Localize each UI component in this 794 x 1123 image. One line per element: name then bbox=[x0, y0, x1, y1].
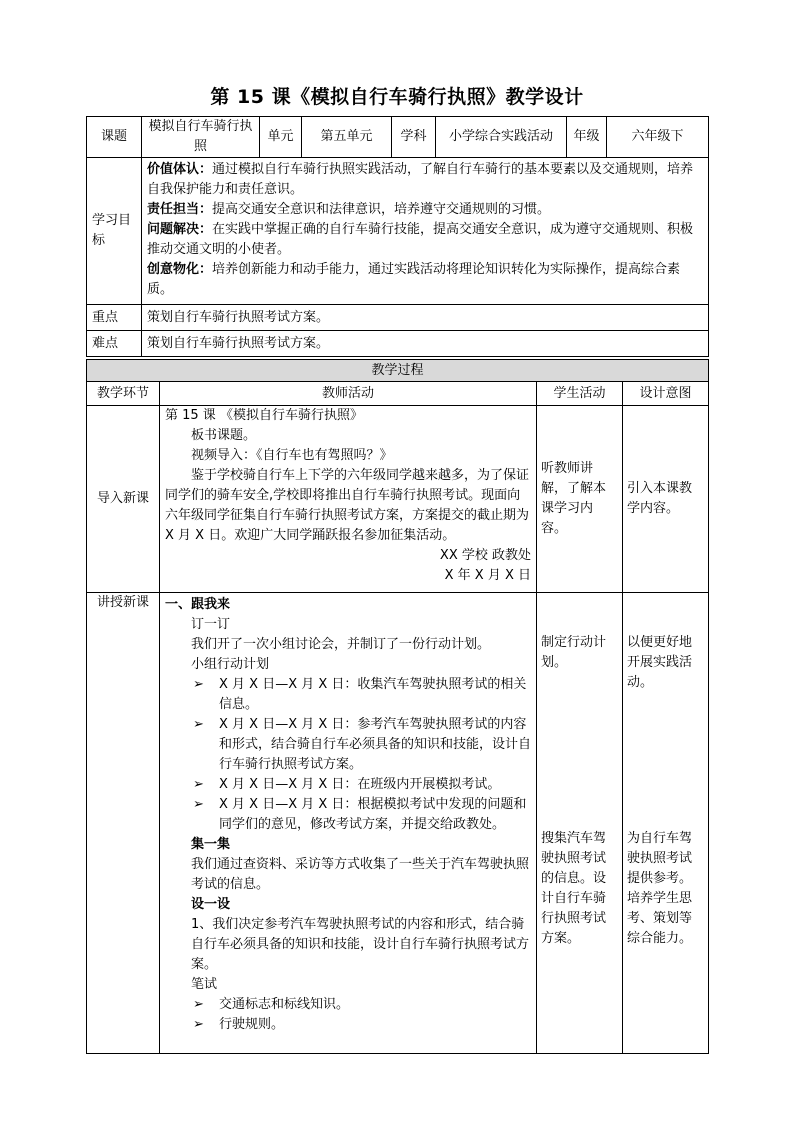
subject-label: 学科 bbox=[392, 117, 436, 158]
key-point-text: 策划自行车骑行执照考试方案。 bbox=[142, 305, 709, 331]
plan-item: ➢ X 月 X 日—X 月 X 日：在班级内开展模拟考试。 bbox=[193, 777, 501, 792]
intro-student-activity: 听教师讲解，了解本课学习内容。 bbox=[537, 406, 623, 593]
new-lesson-student-activity bbox=[537, 593, 623, 1054]
grade-value: 六年级下 bbox=[607, 117, 709, 158]
page-title: 第 15 课《模拟自行车骑行执照》教学设计 bbox=[210, 86, 584, 108]
sub-text: 1、我们决定参考汽车驾驶执照考试的内容和形式，结合骑自行车必须具备的知识和技能，设计自行车骑行执照考试方案。 bbox=[191, 917, 530, 972]
written-item: ➢ 行驶规则。 bbox=[193, 1017, 285, 1032]
board-line: 板书课题。 bbox=[191, 428, 257, 443]
intro-teacher-activity bbox=[160, 406, 537, 593]
objectives-label: 学习目标 bbox=[87, 158, 142, 305]
col-intent: 设计意图 bbox=[623, 382, 709, 406]
objective-item: 创意物化：培养创新能力和动手能力，通过实践活动将理论知识转化为实际操作，提高综合素质。 bbox=[147, 262, 681, 297]
grade-label: 年级 bbox=[567, 117, 607, 158]
col-student: 学生活动 bbox=[537, 382, 623, 406]
objective-item: 问题解决：在实践中掌握正确的自行车骑行技能，提高交通安全意识，成为遵守交通规则、积极推动交通文明的小使者。 bbox=[147, 222, 694, 257]
notice-signer: XX 学校 政教处 bbox=[439, 548, 531, 563]
student-activity-2: 搜集汽车驾驶执照考试的信息。设计自行车骑行执照考试方案。 bbox=[541, 831, 607, 946]
sub-heading: 设一设 bbox=[191, 897, 231, 912]
intent-2: 为自行车驾驶执照考试提供参考。培养学生思考、策划等综合能力。 bbox=[627, 831, 693, 946]
notice-text: 鉴于学校骑自行车上下学的六年级同学越来越多，为了保证同学们的骑车安全,学校即将推出自行车骑行执照考试。现面向六年级同学征集自行车骑行执照考试方案，方案提交的截止期为 X 月 X 日。欢迎广大同学踊跃报名参加征集活动。 bbox=[165, 468, 530, 543]
written-title: 笔试 bbox=[191, 977, 218, 992]
intro-stage: 导入新课 bbox=[87, 406, 160, 593]
difficult-point-text: 策划自行车骑行执照考试方案。 bbox=[142, 331, 709, 357]
objectives-content bbox=[142, 158, 709, 305]
objective-item: 责任担当：提高交通安全意识和法律意识，培养遵守交通规则的习惯。 bbox=[147, 202, 551, 217]
sub-text: 我们通过查资料、采访等方式收集了一些关于汽车驾驶执照考试的信息。 bbox=[191, 857, 530, 892]
plan-item: ➢ X 月 X 日—X 月 X 日：参考汽车驾驶执照考试的内容和形式，结合骑自行车必须具备的知识和技能，设计自行车骑行执照考试方案。 bbox=[193, 717, 532, 772]
section-heading: 一、跟我来 bbox=[165, 597, 231, 612]
plan-item: ➢ X 月 X 日—X 月 X 日：根据模拟考试中发现的问题和同学们的意见，修改考试方案，并提交给政教处。 bbox=[193, 797, 527, 832]
plan-item: ➢ X 月 X 日—X 月 X 日：收集汽车驾驶执照考试的相关信息。 bbox=[193, 677, 527, 712]
col-teacher: 教师活动 bbox=[160, 382, 537, 406]
topic-label: 课题 bbox=[87, 117, 142, 158]
plan-title: 小组行动计划 bbox=[191, 657, 270, 672]
topic-value: 模拟自行车骑行执照 bbox=[142, 117, 260, 158]
notice-date: X 年 X 月 X 日 bbox=[444, 568, 531, 583]
new-lesson-intent bbox=[623, 593, 709, 1054]
student-activity-1: 制定行动计划。 bbox=[541, 635, 607, 670]
sub-heading: 订一订 bbox=[191, 617, 231, 632]
new-lesson-teacher-activity bbox=[160, 593, 537, 1054]
process-header: 教学过程 bbox=[87, 360, 709, 382]
sub-heading: 集一集 bbox=[191, 837, 231, 852]
written-item: ➢ 交通标志和标线知识。 bbox=[193, 997, 350, 1012]
teaching-process-table bbox=[86, 359, 709, 1054]
intro-intent: 引入本课教学内容。 bbox=[623, 406, 709, 593]
col-stage: 教学环节 bbox=[87, 382, 160, 406]
unit-value: 第五单元 bbox=[302, 117, 392, 158]
new-lesson-stage: 讲授新课 bbox=[87, 593, 160, 1054]
subject-value: 小学综合实践活动 bbox=[436, 117, 567, 158]
intent-1: 以便更好地开展实践活动。 bbox=[627, 635, 693, 690]
key-point-label: 重点 bbox=[87, 305, 142, 331]
lesson-line: 第 15 课 《模拟自行车骑行执照》 bbox=[165, 408, 363, 423]
sub-text: 我们开了一次小组讨论会，并制订了一份行动计划。 bbox=[191, 637, 491, 652]
unit-label: 单元 bbox=[260, 117, 302, 158]
video-line: 视频导入：《自行车也有驾照吗？》 bbox=[191, 448, 393, 463]
objective-item: 价值体认：通过模拟自行车骑行执照实践活动，了解自行车骑行的基本要素以及交通规则，培养自我保护能力和责任意识。 bbox=[147, 162, 694, 197]
lesson-info-table bbox=[86, 116, 709, 357]
difficult-point-label: 难点 bbox=[87, 331, 142, 357]
